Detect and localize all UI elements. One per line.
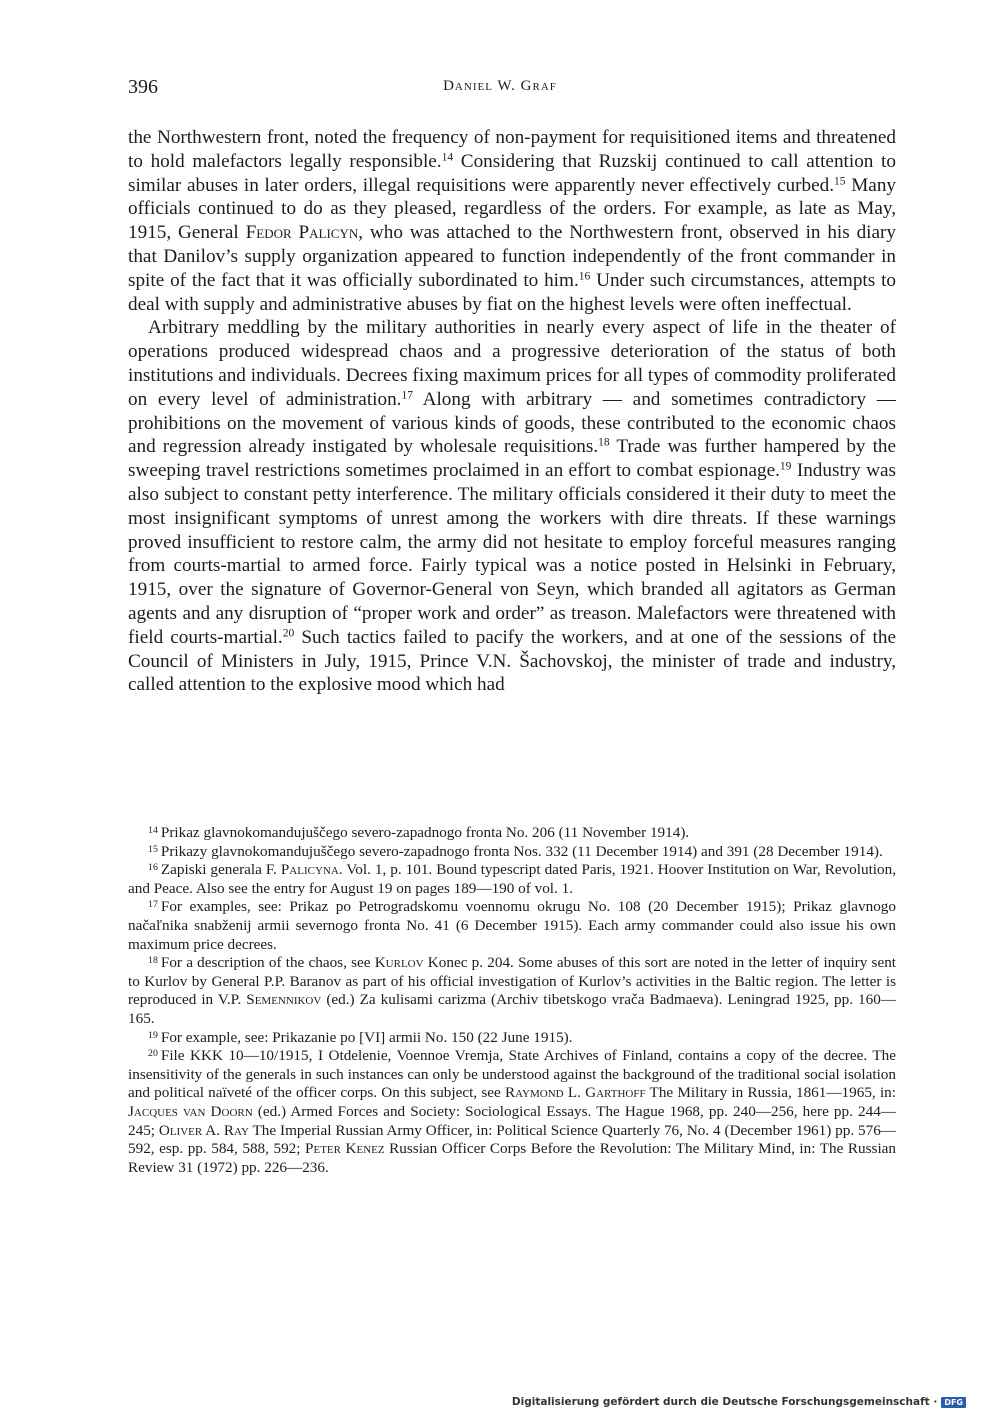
footnote-ref-15[interactable]: 15	[834, 175, 846, 188]
footnote-15: $^{15}$ Prikazy glavnokomandujuščego severo-zapadnogo fronta Nos. 332 (11 December 1914) and 391 (28 December 1914).	[148, 842, 883, 860]
footnote-18: $^{18}$ For a description of the chaos, see Kurlov Konec p. 204. Some abuses of this sort are noted in the letter of inquiry sent to Kurlov by General P.P. Baranov as part of his official investigation of Kurlov’s activities in the Baltic region. The letter is reproduced in V.P. Semennikov (ed.) Za kulisami carizma (Archiv tibetskogo vrača Badmaeva). Leningrad 1925, pp. 160—165.	[128, 954, 897, 1027]
footnote-ref-20[interactable]: 20	[282, 627, 295, 640]
footnote-ref-18[interactable]: 18	[598, 437, 610, 450]
footnote-20: $^{20}$ File KKK 10—10/1915, I Otdelenie, Voennoe Vremja, State Archives of Finland, contains a copy of the decree. The insensitivity of the generals in such instances can only be understood against the background of the traditional social isolation and political naïveté of the officer corps. On this subject, see Raymond L. Garthoff The Military in Russia, 1861—1965, in: Jacques van Doorn (ed.) Armed Forces and Society: Sociological Essays. The Hague 1968, pp. 240—256, here pp. 244—245; Oliver A. Ray The Imperial Russian Army Officer, in: Political Science Quarterly 76, No. 4 (December 1961) pp. 576—592, esp. pp. 584, 588, 592; Peter Kenez Russian Officer Corps Before the Revolution: The Military Mind, in: The Russian Review 31 (1972) pp. 226—236.	[128, 1047, 896, 1176]
footnote-ref-17[interactable]: 17	[401, 389, 413, 402]
footnotes	[128, 824, 896, 1177]
footnote-ref-16[interactable]: 16	[578, 270, 591, 283]
paragraph-1: the Northwestern front, noted the frequency of non-payment for requisitioned items and threatened to hold malefactors legally responsible.$^{14}$ Considering that Ruzskij continued to call attention to similar abuses in later orders, illegal requisitions were apparently never effectively curbed.$^{15}$ Many officials continued to do as they pleased, regardless of the orders. For example, as late as May, 1915, General Fedor Palicyn, who was attached to the Northwestern front, observed in his diary that Danilov’s supply organization appeared to function independently of the front commander in spite of the fact that it was officially subordinated to him.$^{16}$ Under such circumstances, attempts to deal with supply and administrative abuses by fiat on the highest levels were often ineffectual.	[128, 127, 897, 315]
digitization-credit	[512, 1396, 966, 1408]
footnote-16: $^{16}$ Zapiski generala F. Palicyna. Vol. 1, p. 101. Bound typescript dated Paris, 1921. Hoover Institution on War, Revolution, and Peace. Also see the entry for August 19 on pages 189—190 of vol. 1.	[128, 861, 896, 897]
credit-text: Digitalisierung gefördert durch die Deutsche Forschungsgemeinschaft ·	[511, 1396, 938, 1408]
footnote-19: $^{19}$ For example, see: Prikazanie po [VI] armii No. 150 (22 June 1915).	[148, 1028, 573, 1046]
running-head: Daniel W. Graf	[443, 78, 557, 94]
footnote-17: $^{17}$ For examples, see: Prikaz po Petrogradskomu voennomu okrugu No. 108 (20 December 1915); Prikaz glavnogo načaľnika snabženij armii severnogo fronta No. 41 (6 December 1915). Each army commander could also issue his own maximum price decrees.	[128, 898, 896, 953]
main-text	[128, 126, 896, 697]
footnote-ref-14[interactable]: 14	[441, 151, 454, 164]
paragraph-2: Arbitrary meddling by the military authorities in nearly every aspect of life in the theater of operations produced widespread chaos and a progressive deterioration of the status of both institutions and individuals. Decrees fixing maximum prices for all types of commodity proliferated on every level of administration.$^{17}$ Along with arbitrary — and sometimes contradictory — prohibitions on the movement of various kinds of goods, these contributed to the economic chaos and regression already instigated by wholesale requisitions.$^{18}$ Trade was further hampered by the sweeping travel restrictions sometimes proclaimed in an effort to combat espionage.$^{19}$ Industry was also subject to constant petty interference. The military officials considered it their duty to meet the most insignificant symptoms of unrest among the workers with dire threats. If these warnings proved insufficient to restore calm, the army did not hesitate to employ forceful measures ranging from courts-martial to armed force. Fairly typical was a notice posted in Helsinki in February, 1915, over the signature of Governor-General von Seyn, which branded all agitators as German agents and any disruption of “proper work and order” as treason. Malefactors were threatened with field courts-martial.$^{20}$ Such tactics failed to pacify the workers, and at one of the sessions of the Council of Ministers in July, 1915, Prince V.N. Šachovskoj, the minister of trade and industry, called attention to the explosive mood which had	[128, 317, 897, 696]
page-number: 396	[128, 76, 158, 98]
footnote-ref-19[interactable]: 19	[779, 460, 792, 473]
footnote-14: $^{14}$ Prikaz glavnokomandujuščego severo-zapadnogo fronta No. 206 (11 November 1914).	[148, 824, 690, 841]
dfg-logo-icon: DFG	[941, 1397, 966, 1408]
